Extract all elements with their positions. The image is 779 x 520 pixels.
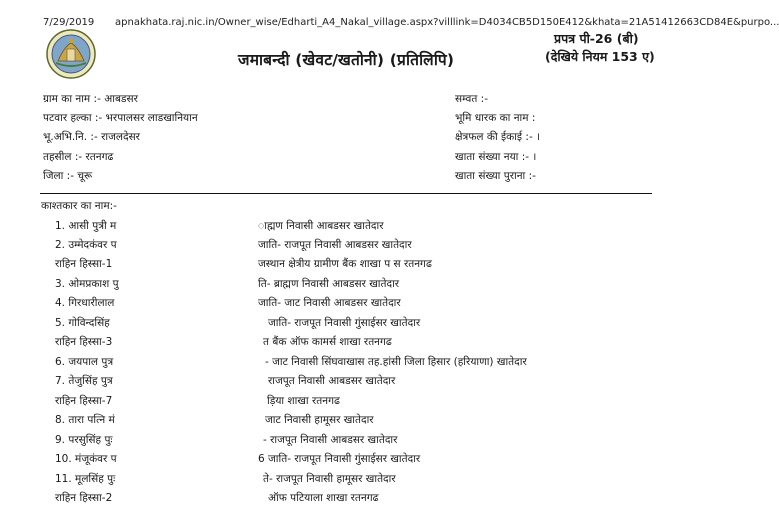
samvat-field: सम्वत :- (455, 93, 488, 105)
form-number: प्रपत्र पी-26 (बी) (554, 31, 639, 46)
patwar-halka-field: पटवार हल्का :- भरपालसर लाडखानियान (43, 112, 198, 124)
owner-row-right: त बैंक ऑफ कामर्स शाखा रतनगढ (263, 336, 392, 348)
owner-row-left: 7. तेजुसिंह पुत्र (55, 375, 113, 387)
rajasthan-emblem-icon (46, 29, 96, 79)
owner-row-left: राहिन हिस्सा-7 (55, 395, 113, 407)
khata-number-new-field: खाता संख्या नया :- । (455, 151, 537, 163)
print-date: 7/29/2019 (43, 17, 95, 28)
land-holder-name-field: भूमि धारक का नाम : (455, 112, 536, 124)
village-name-field: ग्राम का नाम :- आबडसर (43, 93, 138, 105)
owner-row-left: 11. मूलसिंह पुः (55, 473, 116, 485)
district-field: जिला :- चूरू (43, 170, 93, 182)
owner-row-left: 10. मंजूकंवर प (55, 453, 117, 465)
owner-row-left: 6. जयपाल पुत्र (55, 356, 114, 368)
owner-row-right: - राजपूत निवासी आबडसर खातेदार (263, 434, 398, 446)
owner-row-left: 5. गोविन्दसिंह (55, 317, 110, 329)
owner-row-left: राहिन हिस्सा-1 (55, 258, 113, 270)
khata-number-old-field: खाता संख्या पुराना :- (455, 170, 536, 182)
owner-row-left: 9. परसुसिंह पुः (55, 434, 113, 446)
rule-reference: (देखिये नियम 153 ए) (545, 49, 655, 64)
owner-row-left: राहिन हिस्सा-2 (55, 492, 113, 504)
owner-row-right: जस्थान क्षेत्रीय ग्रामीण बैंक शाखा प स रतनगढ (258, 258, 432, 270)
owner-row-left: 3. ओमप्रकाश पु (55, 278, 119, 290)
owner-row-right: ति- ब्राह्मण निवासी आबडसर खातेदार (258, 278, 400, 290)
owner-row-left: 2. उम्मेदकंवर प (55, 239, 117, 251)
owner-row-left: 1. आसी पुत्री म (55, 220, 117, 232)
page-url: apnakhata.raj.nic.in/Owner_wise/Edharti_A4_Nakal_village.aspx?villlink=D4034CB5D150E412&khata=21A51412663CD84E&purpo... (115, 17, 779, 28)
owner-row-right: ड़िया शाखा रतनगढ (267, 395, 340, 407)
owner-row-right: जाट निवासी हामूसर खातेदार (265, 414, 374, 426)
tehsil-field: तहसील :- रतनगढ (43, 151, 114, 163)
owner-row-right: जाति- राजपूत निवासी आबडसर खातेदार (258, 239, 412, 251)
land-record-inspector-field: भू.अभि.नि. :- राजलदेसर (43, 131, 140, 143)
owner-row-right: जाति- राजपूत निवासी गुंसाईसर खातेदार (268, 317, 421, 329)
owner-row-right: जाति- जाट निवासी आबडसर खातेदार (258, 297, 401, 309)
owner-row-right: ते- राजपूत निवासी हामूसर खातेदार (263, 473, 396, 485)
area-unit-field: क्षेत्रफल की ईकाई :- । (455, 131, 541, 143)
owner-row-right: 6 जाति- राजपूत निवासी गुंसाईसर खातेदार (258, 453, 421, 465)
owner-row-left: राहिन हिस्सा-3 (55, 336, 113, 348)
owner-row-right: - जाट निवासी सिंघवाखास तह.हांसी जिला हिसार (हरियाणा) खातेदार (265, 356, 527, 368)
owner-row-left: 4. गिरधारीलाल (55, 297, 115, 309)
owners-section-title: काश्तकार का नाम:- (41, 200, 117, 212)
owner-row-right: ऑफ पटियाला शाखा रतनगढ (268, 492, 379, 504)
section-divider (40, 193, 652, 194)
owner-row-right: राजपूत निवासी आबडसर खातेदार (268, 375, 396, 387)
document-title: जमाबन्दी (खेवट/खतोनी) (प्रतिलिपि) (238, 51, 455, 69)
owner-row-left: 8. तारा पत्नि मं (55, 414, 115, 426)
owner-row-right: ाह्मण निवासी आबडसर खातेदार (258, 220, 384, 232)
